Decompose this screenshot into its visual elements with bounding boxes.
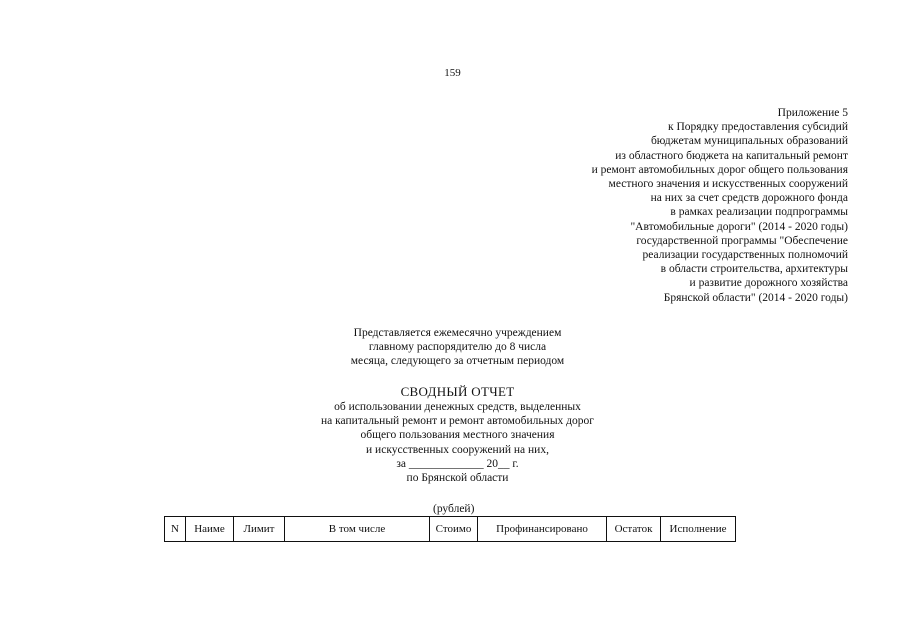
units-label: (рублей): [433, 503, 475, 515]
report-region-line: по Брянской области: [406, 472, 509, 485]
report-subtitle-line: и искусственных сооружений на них,: [366, 443, 549, 456]
header-cell-number: N: [165, 517, 186, 542]
submission-note-line: главному распорядителю до 8 числа: [368, 341, 547, 354]
appendix-line: Приложение 5: [777, 107, 848, 119]
appendix-line: реализации государственных полномочий: [642, 249, 848, 262]
report-subtitle-line: об использовании денежных средств, выделенных: [334, 401, 581, 413]
appendix-line: на них за счет средств дорожного фонда: [650, 192, 848, 205]
header-cell-balance: Остаток: [607, 517, 661, 542]
appendix-line: Брянской области" (2014 - 2020 годы): [663, 291, 848, 304]
appendix-line: "Автомобильные дороги" (2014 - 2020 годы): [630, 220, 848, 233]
submission-note-line: Представляется ежемесячно учреждением: [353, 327, 562, 339]
report-table: [164, 516, 736, 542]
header-cell-including: В том числе: [285, 517, 430, 542]
report-subtitle-line: общего пользования местного значения: [360, 429, 555, 442]
appendix-line: местного значения и искусственных сооружений: [608, 178, 848, 191]
appendix-line: государственной программы "Обеспечение: [636, 234, 848, 247]
appendix-block: [428, 106, 848, 305]
report-period-line: за _____________ 20__ г.: [396, 457, 519, 470]
report-subtitle-line: на капитальный ремонт и ремонт автомобильных дорог: [321, 415, 594, 428]
header-cell-financed: Профинансировано: [478, 517, 607, 542]
appendix-line: и развитие дорожного хозяйства: [689, 277, 848, 290]
table-header-row: [165, 517, 736, 542]
report-heading: [0, 384, 905, 485]
submission-note: [0, 326, 905, 369]
appendix-line: в рамках реализации подпрограммы: [670, 206, 848, 219]
header-cell-limit: Лимит: [234, 517, 285, 542]
submission-note-line: месяца, следующего за отчетным периодом: [350, 355, 565, 368]
page-number: 159: [444, 67, 461, 79]
appendix-line: и ремонт автомобильных дорог общего пользования: [591, 163, 848, 176]
appendix-line: к Порядку предоставления субсидий: [668, 121, 848, 134]
header-cell-execution: Исполнение: [661, 517, 736, 542]
header-cell-cost: Стоимо: [430, 517, 478, 542]
report-title: СВОДНЫЙ ОТЧЕТ: [400, 384, 515, 399]
appendix-line: в области строительства, архитектуры: [660, 263, 848, 276]
appendix-line: из областного бюджета на капитальный ремонт: [615, 149, 848, 162]
appendix-line: бюджетам муниципальных образований: [650, 135, 848, 148]
header-cell-name: Наиме: [186, 517, 234, 542]
